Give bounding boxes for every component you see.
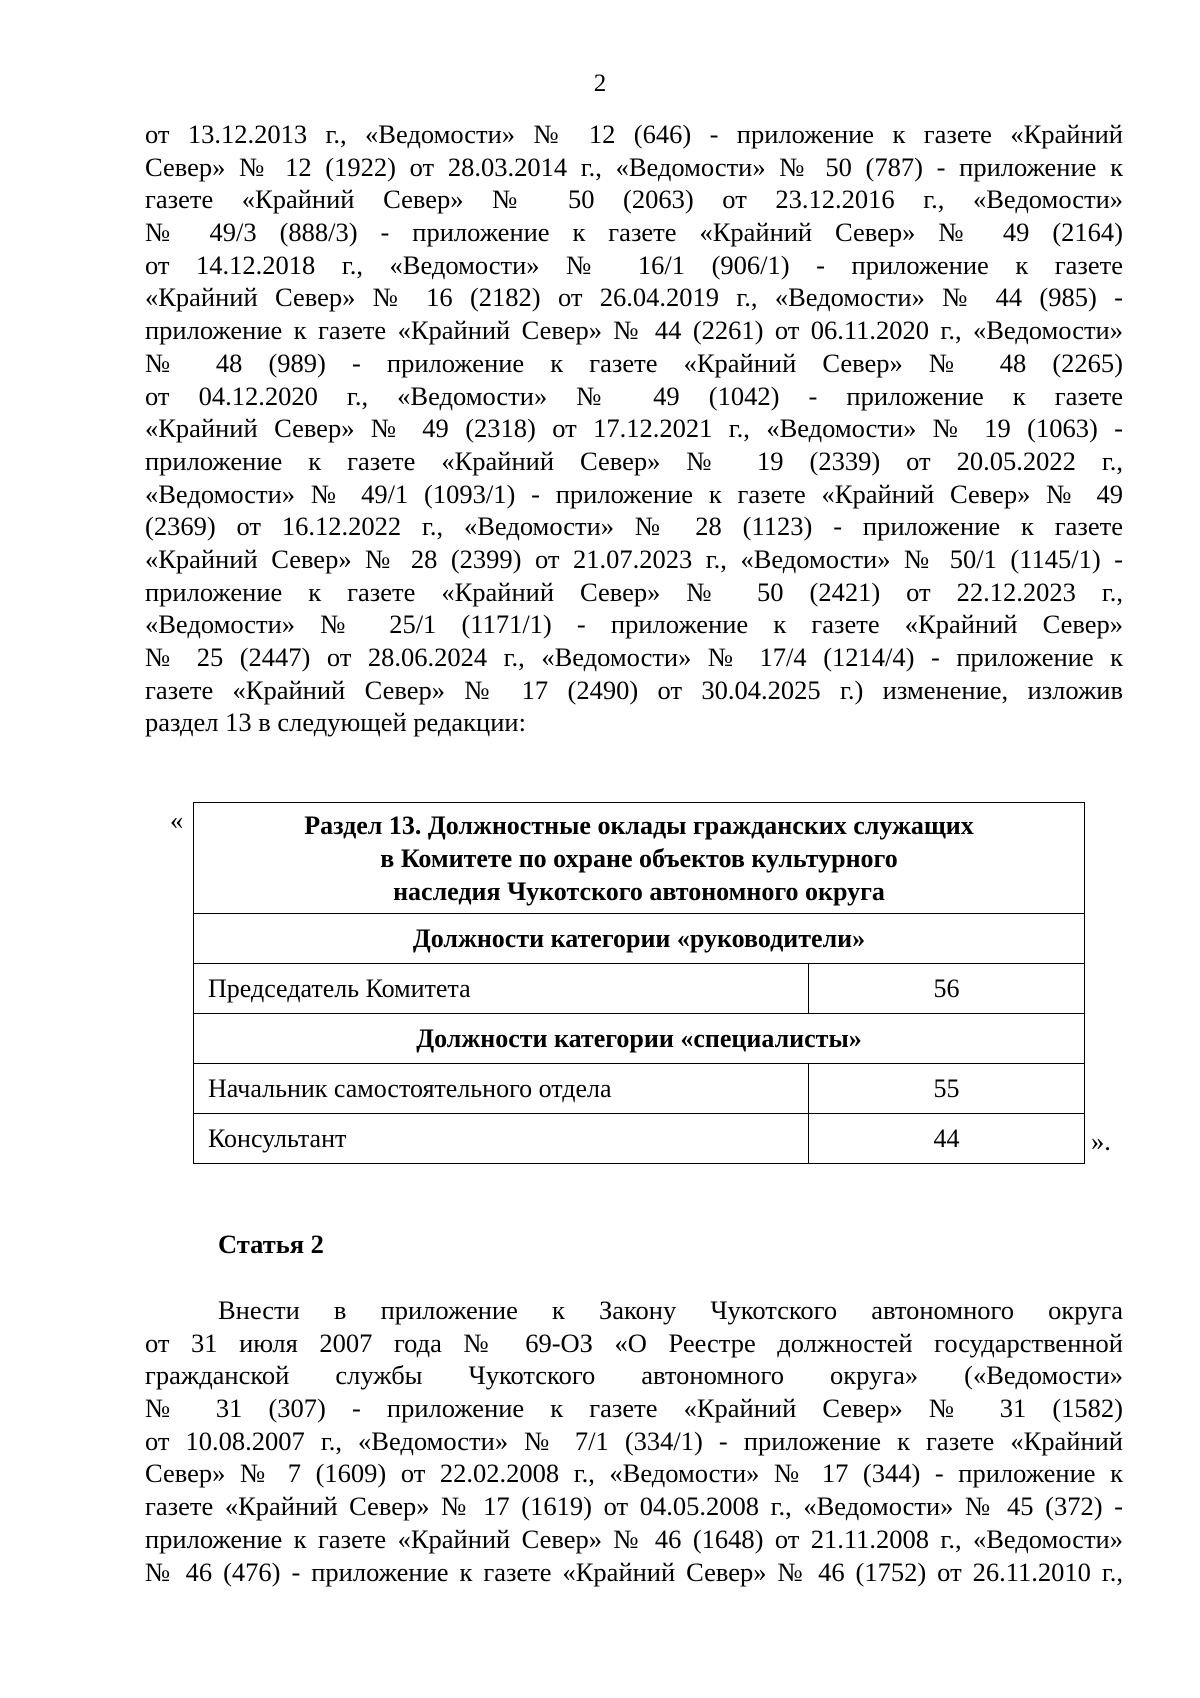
salary-table bbox=[193, 802, 1085, 1164]
salary-value-cell: 56 bbox=[809, 964, 1085, 1014]
text-line: «Крайний Север» № 49 (2318) от 17.12.2021 г., «Ведомости» № 19 (1063) - bbox=[145, 413, 1123, 444]
position-cell: Консультант bbox=[194, 1114, 809, 1164]
table-title-row bbox=[194, 803, 1085, 914]
text-line: от 10.08.2007 г., «Ведомости» № 7/1 (334/1) - приложение к газете «Крайний bbox=[145, 1425, 1123, 1456]
category-heading-specialists: Должности категории «специалисты» bbox=[194, 1014, 1085, 1064]
text-line: гражданской службы Чукотского автономного округа» («Ведомости» bbox=[145, 1360, 1123, 1391]
paragraph-article-2 bbox=[145, 1294, 1123, 1588]
text-line: «Крайний Север» № 16 (2182) от 26.04.2019 г., «Ведомости» № 44 (985) - bbox=[145, 282, 1123, 313]
text-line: № 49/3 (888/3) - приложение к газете «Крайний Север» № 49 (2164) bbox=[145, 217, 1123, 248]
text-line: раздел 13 в следующей редакции: bbox=[145, 707, 526, 738]
text-line: от 14.12.2018 г., «Ведомости» № 16/1 (906/1) - приложение к газете bbox=[145, 249, 1123, 280]
text-line: Внести в приложение к Закону Чукотского автономного округа bbox=[218, 1295, 1123, 1325]
text-line: от 13.12.2013 г., «Ведомости» № 12 (646) - приложение к газете «Крайний bbox=[145, 119, 1123, 149]
table-row bbox=[194, 964, 1085, 1014]
text-line: № 25 (2447) от 28.06.2024 г., «Ведомости» № 17/4 (1214/4) - приложение к bbox=[145, 642, 1123, 672]
text-line: № 31 (307) - приложение к газете «Крайний Север» № 31 (1582) bbox=[145, 1393, 1123, 1424]
text-line: «Крайний Север» № 28 (2399) от 21.07.2023 г., «Ведомости» № 50/1 (1145/1) - bbox=[145, 543, 1123, 574]
position-cell: Начальник самостоятельного отдела bbox=[194, 1064, 809, 1114]
text-line: Север» № 12 (1922) от 28.03.2014 г., «Ведомости» № 50 (787) - приложение к bbox=[145, 151, 1123, 182]
position-cell: Председатель Комитета bbox=[194, 964, 809, 1014]
text-line: № 48 (989) - приложение к газете «Крайний Север» № 48 (2265) bbox=[145, 347, 1123, 378]
text-line: Север» № 7 (1609) от 22.02.2008 г., «Ведомости» № 17 (344) - приложение к bbox=[145, 1458, 1123, 1489]
text-line: (2369) от 16.12.2022 г., «Ведомости» № 28 (1123) - приложение к газете bbox=[145, 511, 1123, 542]
table-row bbox=[194, 1064, 1085, 1114]
text-line: от 04.12.2020 г., «Ведомости» № 49 (1042) - приложение к газете bbox=[145, 380, 1123, 411]
text-line: от 31 июля 2007 года № 69-ОЗ «О Реестре должностей государственной bbox=[145, 1327, 1123, 1358]
text-line: газете «Крайний Север» № 17 (1619) от 04.05.2008 г., «Ведомости» № 45 (372) - bbox=[145, 1491, 1123, 1522]
category-row bbox=[194, 1014, 1085, 1064]
paragraph-amendment-sources bbox=[145, 118, 1123, 739]
table-title-line: Раздел 13. Должностные оклады гражданских служащих bbox=[304, 810, 974, 840]
opening-quote: « bbox=[170, 805, 184, 835]
text-line: «Ведомости» № 49/1 (1093/1) - приложение к газете «Крайний Север» № 49 bbox=[145, 478, 1123, 509]
text-line: приложение к газете «Крайний Север» № 50 (2421) от 22.12.2023 г., bbox=[145, 576, 1123, 607]
category-row bbox=[194, 914, 1085, 964]
text-line: приложение к газете «Крайний Север» № 19 (2339) от 20.05.2022 г., bbox=[145, 445, 1123, 476]
closing-quote: ». bbox=[1091, 1126, 1111, 1156]
text-line: газете «Крайний Север» № 17 (2490) от 30.04.2025 г.) изменение, изложив bbox=[145, 674, 1123, 705]
text-line: № 46 (476) - приложение к газете «Крайний Север» № 46 (1752) от 26.11.2010 г., bbox=[145, 1556, 1123, 1587]
text-line: «Ведомости» № 25/1 (1171/1) - приложение к газете «Крайний Север» bbox=[145, 609, 1123, 640]
article-heading: Статья 2 bbox=[218, 1229, 324, 1259]
table-title-line: наследия Чукотского автономного округа bbox=[393, 876, 885, 906]
table-row bbox=[194, 1114, 1085, 1164]
page-number: 2 bbox=[593, 70, 607, 97]
table-title bbox=[194, 803, 1085, 914]
category-heading-managers: Должности категории «руководители» bbox=[194, 914, 1085, 964]
text-line: газете «Крайний Север» № 50 (2063) от 23.12.2016 г., «Ведомости» bbox=[145, 184, 1123, 215]
salary-value-cell: 44 bbox=[809, 1114, 1085, 1164]
text-line: приложение к газете «Крайний Север» № 44 (2261) от 06.11.2020 г., «Ведомости» bbox=[145, 315, 1123, 346]
salary-value-cell: 55 bbox=[809, 1064, 1085, 1114]
text-line: приложение к газете «Крайний Север» № 46 (1648) от 21.11.2008 г., «Ведомости» bbox=[145, 1523, 1123, 1554]
table-title-line: в Комитете по охране объектов культурного bbox=[380, 843, 898, 873]
